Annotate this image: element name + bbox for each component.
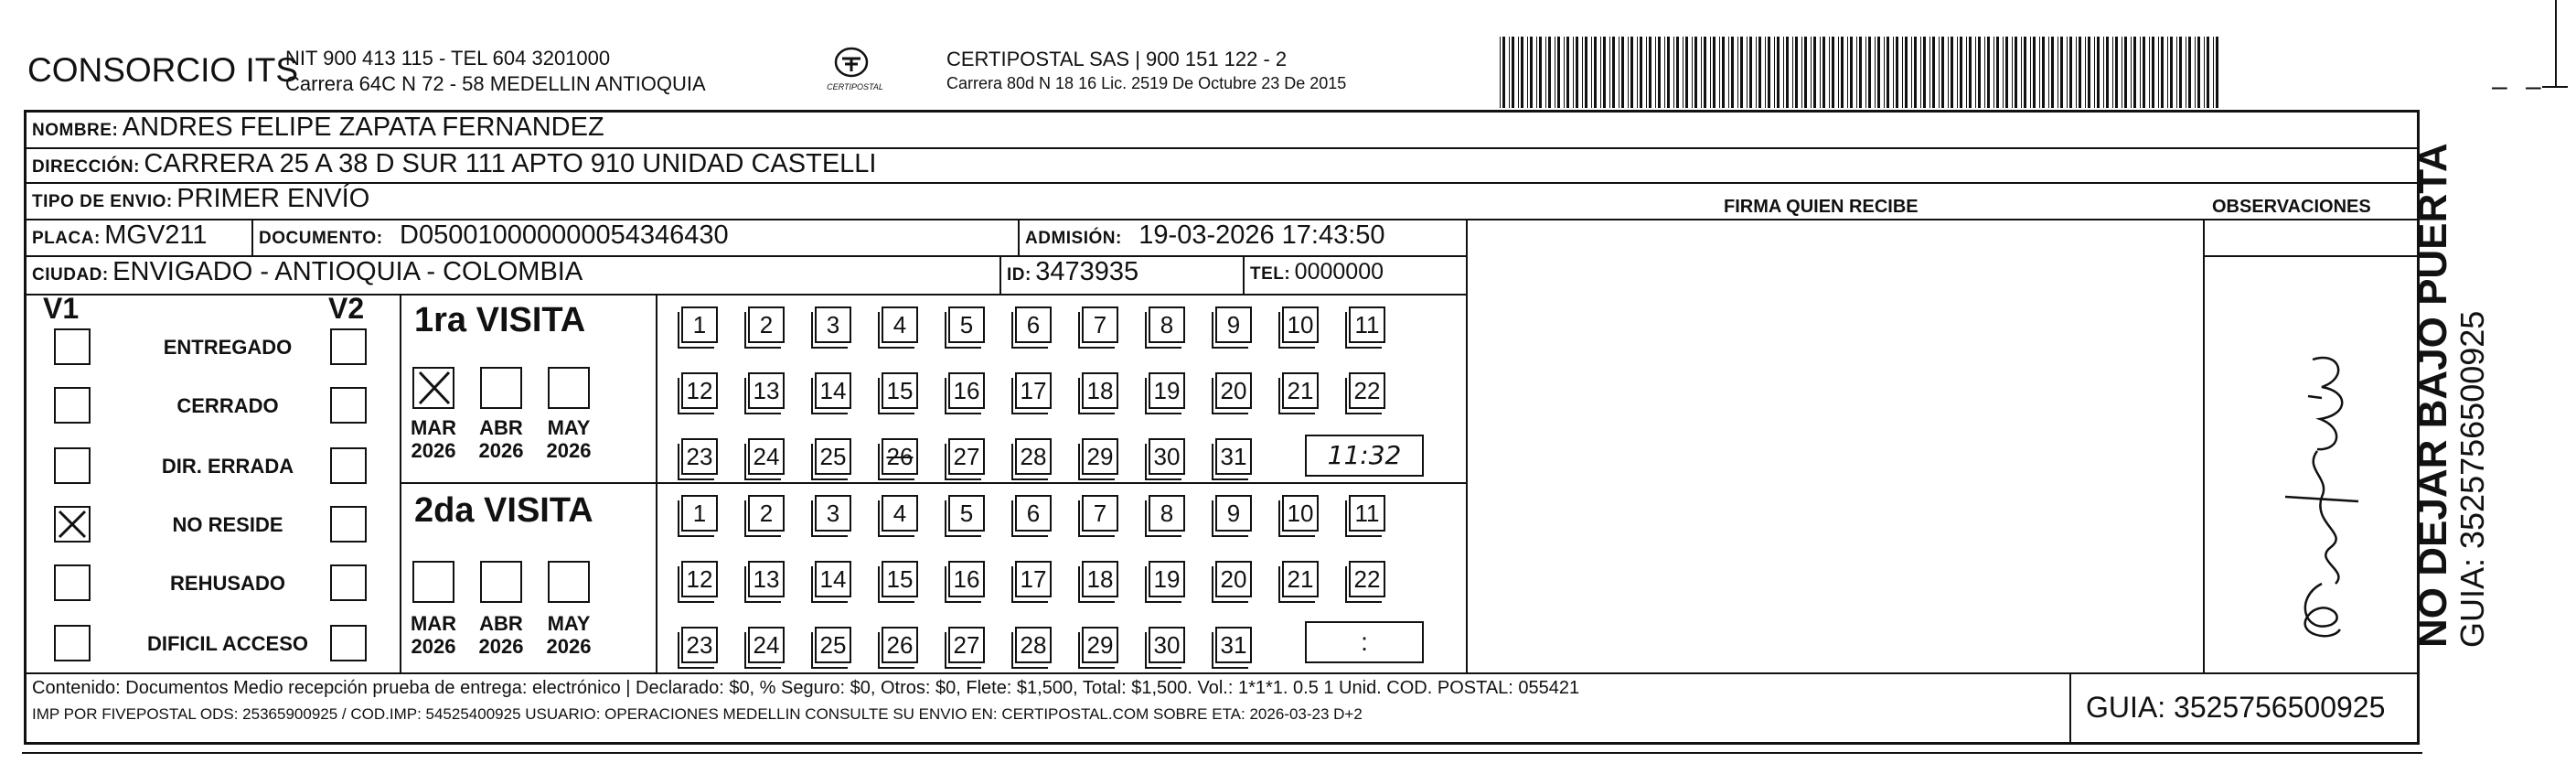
- day-box-17[interactable]: 17: [1015, 372, 1052, 409]
- day-box-18[interactable]: 18: [1082, 561, 1118, 597]
- v1-checkbox[interactable]: [54, 625, 91, 661]
- v2-checkbox[interactable]: [330, 506, 367, 543]
- v1-header: V1: [43, 292, 80, 325]
- carrier-name: CERTIPOSTAL SAS | 900 151 122 - 2: [946, 48, 1288, 70]
- day-box-20[interactable]: 20: [1215, 561, 1252, 597]
- nombre-label: NOMBRE:: [32, 121, 119, 140]
- day-box-12[interactable]: 12: [681, 372, 718, 409]
- day-box-1[interactable]: 1: [681, 495, 718, 532]
- month-label-abr-1: ABR 2026: [478, 416, 524, 462]
- day-box-25[interactable]: 25: [815, 438, 851, 475]
- day-box-7[interactable]: 7: [1082, 495, 1118, 532]
- col-divider: [999, 255, 1001, 294]
- carrier-info: [946, 48, 1346, 95]
- day-box-19[interactable]: 19: [1149, 561, 1185, 597]
- row-divider: [400, 482, 1466, 484]
- guide-form: [24, 110, 2420, 745]
- day-box-5[interactable]: 5: [948, 495, 985, 532]
- v2-checkbox[interactable]: [330, 564, 367, 601]
- day-box-14[interactable]: 14: [815, 561, 851, 597]
- day-box-4[interactable]: 4: [882, 306, 918, 343]
- v1-checkbox[interactable]: [54, 564, 91, 601]
- company-address: Carrera 64C N 72 - 58 MEDELLIN ANTIOQUIA: [285, 72, 706, 95]
- day-box-5[interactable]: 5: [948, 306, 985, 343]
- month-label-may-2: MAY 2026: [546, 612, 592, 658]
- edge-marks: – –: [2492, 71, 2547, 102]
- day-box-11[interactable]: 11: [1349, 306, 1385, 343]
- company-nit: NIT 900 413 115 - TEL 604 3201000: [285, 47, 611, 70]
- day-box-22[interactable]: 22: [1349, 561, 1385, 597]
- check-mark-icon: [56, 508, 89, 541]
- day-box-23[interactable]: 23: [681, 438, 718, 475]
- v2-header: V2: [328, 292, 365, 325]
- col-divider: [400, 294, 401, 672]
- ciudad-label: CIUDAD:: [32, 265, 109, 285]
- nombre-value: ANDRES FELIPE ZAPATA FERNANDEZ: [122, 113, 604, 142]
- footer-guia: GUIA: 3525756500925: [2086, 691, 2386, 724]
- reason-label: ENTREGADO: [163, 336, 293, 359]
- day-box-19[interactable]: 19: [1149, 372, 1185, 409]
- month-checkbox-may-2[interactable]: [548, 561, 590, 603]
- day-box-13[interactable]: 13: [748, 372, 785, 409]
- day-box-15[interactable]: 15: [882, 372, 918, 409]
- day-box-26[interactable]: 26: [882, 438, 918, 475]
- v2-checkbox[interactable]: [330, 328, 367, 365]
- day-box-29[interactable]: 29: [1082, 627, 1118, 663]
- tipo-row: [32, 184, 369, 214]
- day-box-16[interactable]: 16: [948, 561, 985, 597]
- day-box-31[interactable]: 31: [1215, 627, 1252, 663]
- documento-label: DOCUMENTO:: [259, 229, 383, 248]
- day-box-4[interactable]: 4: [882, 495, 918, 532]
- day-box-28[interactable]: 28: [1015, 627, 1052, 663]
- id-label: ID:: [1007, 265, 1031, 285]
- day-box-26[interactable]: 26: [882, 627, 918, 663]
- no-dejar-warning: NO DEJAR BAJO PUERTA: [2410, 143, 2455, 648]
- day-box-17[interactable]: 17: [1015, 561, 1052, 597]
- tel-cell: [1250, 259, 1384, 285]
- direccion-label: DIRECCIÓN:: [32, 157, 140, 177]
- col-divider: [1466, 219, 1468, 672]
- day-box-10[interactable]: 10: [1282, 495, 1319, 532]
- check-mark-icon: [414, 369, 453, 407]
- day-box-25[interactable]: 25: [815, 627, 851, 663]
- col-divider: [1018, 219, 1020, 255]
- day-box-21[interactable]: 21: [1282, 372, 1319, 409]
- reason-label: NO RESIDE: [172, 513, 283, 536]
- day-box-16[interactable]: 16: [948, 372, 985, 409]
- col-divider: [2069, 672, 2071, 742]
- col-divider: [656, 294, 657, 672]
- day-box-22[interactable]: 22: [1349, 372, 1385, 409]
- month-checkbox-mar-1[interactable]: [412, 367, 454, 409]
- day-box-18[interactable]: 18: [1082, 372, 1118, 409]
- day-box-15[interactable]: 15: [882, 561, 918, 597]
- day-box-10[interactable]: 10: [1282, 306, 1319, 343]
- tel-label: TEL:: [1250, 264, 1291, 284]
- day-box-3[interactable]: 3: [815, 495, 851, 532]
- col-divider: [1243, 255, 1245, 294]
- day-box-6[interactable]: 6: [1015, 306, 1052, 343]
- day-box-27[interactable]: 27: [948, 438, 985, 475]
- day-box-27[interactable]: 27: [948, 627, 985, 663]
- direccion-value: CARRERA 25 A 38 D SUR 111 APTO 910 UNIDAD CASTELLI: [144, 149, 877, 178]
- day-box-3[interactable]: 3: [815, 306, 851, 343]
- bottom-border: [22, 752, 2422, 754]
- reason-label: REHUSADO: [170, 572, 285, 595]
- row-divider: [27, 182, 2417, 184]
- month-label-may-1: MAY 2026: [546, 416, 592, 462]
- day-box-31[interactable]: 31: [1215, 438, 1252, 475]
- v1-checkbox[interactable]: [54, 328, 91, 365]
- company-info: [285, 46, 706, 97]
- carrier-address: Carrera 80d N 18 16 Lic. 2519 De Octubre 23 De 2015: [946, 74, 1347, 92]
- footer-content: Contenido: Documentos Medio recepción prueba de entrega: electrónico | Declarado: $0, % Seguro: $0, Otros: $0, Flete: $1,500, Total: $1,500. Vol.: 1*1*1. 0.5 1 Unid. COD. POSTAL: 055421: [32, 678, 1580, 698]
- month-label-mar-2: MAR 2026: [410, 612, 457, 658]
- day-box-8[interactable]: 8: [1149, 306, 1185, 343]
- month-checkbox-abr-1[interactable]: [480, 367, 522, 409]
- day-box-21[interactable]: 21: [1282, 561, 1319, 597]
- day-box-9[interactable]: 9: [1215, 306, 1252, 343]
- first-visit-title: 1ra VISITA: [414, 301, 586, 339]
- day-box-8[interactable]: 8: [1149, 495, 1185, 532]
- day-box-7[interactable]: 7: [1082, 306, 1118, 343]
- day-box-2[interactable]: 2: [748, 495, 785, 532]
- direccion-row: [32, 149, 876, 179]
- day-box-9[interactable]: 9: [1215, 495, 1252, 532]
- v1-checkbox[interactable]: [54, 387, 91, 424]
- v2-checkbox[interactable]: [330, 447, 367, 484]
- col-divider: [2203, 219, 2205, 672]
- ciudad-cell: [32, 257, 583, 287]
- v1-checkbox[interactable]: [54, 447, 91, 484]
- tipo-label: TIPO DE ENVIO:: [32, 192, 173, 211]
- day-box-14[interactable]: 14: [815, 372, 851, 409]
- day-box-2[interactable]: 2: [748, 306, 785, 343]
- col-divider: [251, 219, 253, 255]
- placa-value: MGV211: [104, 220, 208, 250]
- month-checkbox-abr-2[interactable]: [480, 561, 522, 603]
- v2-checkbox[interactable]: [330, 625, 367, 661]
- second-visit-title: 2da VISITA: [414, 491, 593, 530]
- admision-label: ADMISIÓN:: [1025, 229, 1122, 248]
- month-checkbox-mar-2[interactable]: [412, 561, 454, 603]
- day-box-24[interactable]: 24: [748, 438, 785, 475]
- day-box-20[interactable]: 20: [1215, 372, 1252, 409]
- signature-icon: [2221, 341, 2386, 652]
- month-checkbox-may-1[interactable]: [548, 367, 590, 409]
- barcode: [1500, 37, 2231, 108]
- v2-checkbox[interactable]: [330, 387, 367, 424]
- company-name: CONSORCIO ITS: [27, 51, 299, 89]
- id-cell: [1007, 257, 1138, 287]
- day-box-11[interactable]: 11: [1349, 495, 1385, 532]
- nombre-row: [32, 113, 604, 143]
- month-label-abr-2: ABR 2026: [478, 612, 524, 658]
- day-box-30[interactable]: 30: [1149, 438, 1185, 475]
- month-label-mar-1: MAR 2026: [410, 416, 457, 462]
- row-divider: [27, 294, 1466, 296]
- reason-label: CERRADO: [176, 394, 279, 417]
- reason-label: DIR. ERRADA: [161, 455, 294, 478]
- placa-label: PLACA:: [32, 229, 101, 248]
- logo-text: CERTIPOSTAL: [827, 82, 883, 91]
- first-visit-time[interactable]: 11:32: [1305, 435, 1424, 477]
- day-box-30[interactable]: 30: [1149, 627, 1185, 663]
- day-box-23[interactable]: 23: [681, 627, 718, 663]
- observaciones-header: OBSERVACIONES: [2212, 197, 2371, 217]
- admision-value: 19-03-2026 17:43:50: [1138, 220, 1385, 250]
- day-box-29[interactable]: 29: [1082, 438, 1118, 475]
- edge-tick-icon: [2542, 0, 2570, 101]
- tel-value: 0000000: [1294, 259, 1384, 285]
- id-value: 3473935: [1035, 257, 1139, 286]
- day-box-28[interactable]: 28: [1015, 438, 1052, 475]
- documento-value: D050010000000054346430: [400, 220, 729, 250]
- row-divider: [27, 672, 2417, 674]
- admision-cell: [1025, 220, 1385, 251]
- v1-checkbox[interactable]: [54, 506, 91, 543]
- tipo-value: PRIMER ENVÍO: [176, 184, 370, 213]
- day-box-6[interactable]: 6: [1015, 495, 1052, 532]
- side-text: [2412, 143, 2491, 648]
- day-box-24[interactable]: 24: [748, 627, 785, 663]
- footer-print-info: IMP POR FIVEPOSTAL ODS: 25365900925 / COD.IMP: 54525400925 USUARIO: OPERACIONES MEDELLIN CONSULTE SU ENVIO EN: CERTIPOSTAL.COM SOBRE ETA: 2026-03-23 D+2: [32, 705, 1363, 723]
- day-box-1[interactable]: 1: [681, 306, 718, 343]
- ciudad-value: ENVIGADO - ANTIOQUIA - COLOMBIA: [112, 257, 583, 286]
- reason-label: DIFICIL ACCESO: [146, 632, 308, 655]
- day-box-12[interactable]: 12: [681, 561, 718, 597]
- second-visit-time[interactable]: :: [1305, 621, 1424, 663]
- firma-header: FIRMA QUIEN RECIBE: [1724, 197, 1919, 217]
- row-divider: [2203, 255, 2417, 257]
- placa-cell: [32, 220, 208, 251]
- documento-cell: [259, 220, 729, 251]
- day-box-13[interactable]: 13: [748, 561, 785, 597]
- side-guia: GUIA: 3525756500925: [2453, 310, 2491, 648]
